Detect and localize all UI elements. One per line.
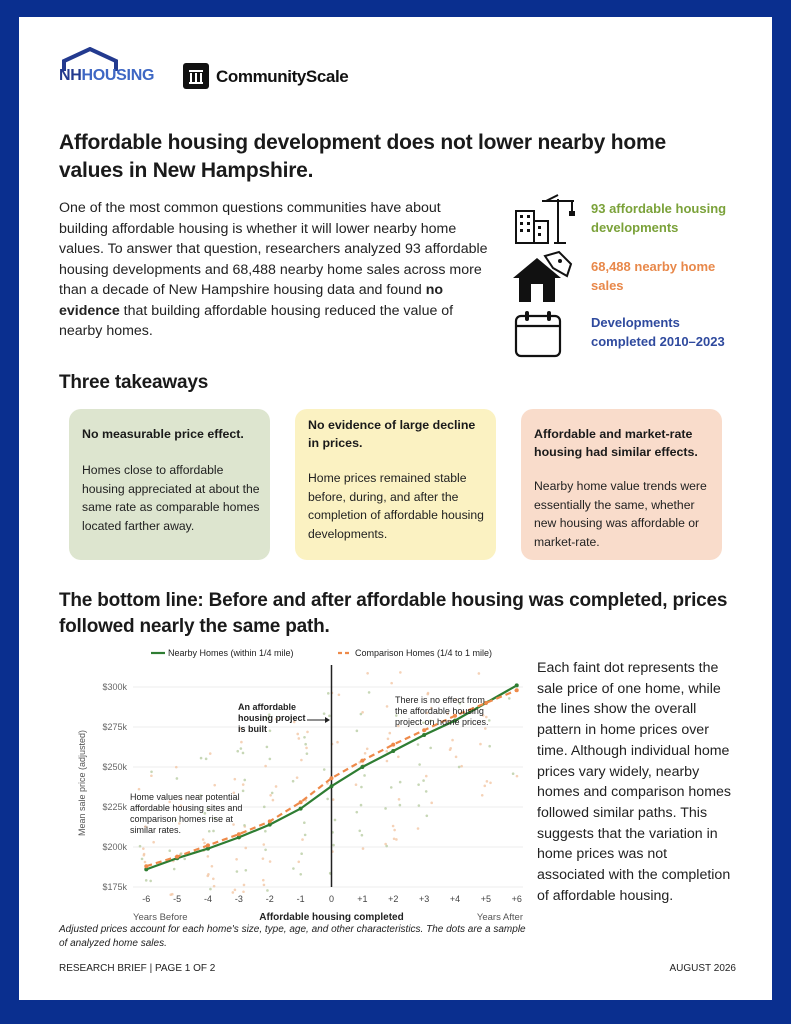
sample-dot [323,712,326,715]
legend-label: Comparison Homes (1/4 to 1 mile) [355,648,493,658]
sample-dot [212,830,215,833]
sample-dot [264,830,267,833]
sample-dot [272,799,275,802]
sample-dot [418,763,421,766]
x-tick-label: +3 [418,894,430,904]
sample-dot [300,852,303,855]
sample-dot [305,747,308,750]
intro-text-before: One of the most common questions communities have about building affordable housing is whether it will lower nearby home values. To answer that question, researchers analyzed 93 affordable housing developments and 68,488 nearby home sales across more than a decade of New Hampshire housing data and found [59,200,488,298]
sample-dot [338,693,341,696]
chart-legend [151,648,492,658]
takeaway-card-body: Homes close to affordable housing appreciated at about the same rate as comparable homes located farther away. [82,463,260,533]
annotation-arrow-head [325,717,330,723]
sample-dot [304,743,307,746]
calendar-icon [512,308,564,360]
takeaway-card-1 [69,409,270,560]
sample-dot [200,757,203,760]
intro-bold-phrase: no evidence [59,282,444,319]
x-end-label-left: Years Before [133,912,188,923]
sample-dot [263,806,266,809]
sample-dot [298,737,301,740]
sample-dot [430,802,433,805]
series-point [391,743,395,747]
sample-dot [486,780,489,783]
sample-dot [266,889,269,892]
sample-dot [175,766,178,769]
page-headline: Affordable housing development does not lower nearby home values in New Hampshire. [59,131,667,182]
sample-dot [332,798,335,801]
x-tick-label: -1 [296,894,305,904]
sample-dot [299,873,302,876]
sample-dot [368,691,371,694]
sample-dot [488,745,491,748]
sample-dot [399,781,402,784]
sample-dot [425,790,428,793]
series-point [422,733,426,737]
sample-dot [236,870,239,873]
sample-dot [168,849,171,852]
sample-dot [516,775,519,778]
stat-developments: 93 affordable housing developments [591,201,727,235]
sample-dot [152,841,155,844]
x-tick-label: -2 [265,894,274,904]
series-point [515,683,519,687]
communityscale-name: CommunityScale [216,67,349,86]
sample-dot [169,893,172,896]
sample-dot [386,705,389,708]
logo-housing-text: HOUSING [81,67,155,84]
sample-dot [232,891,235,894]
chart-footnote: Adjusted prices account for each home's size, type, age, and other characteristics. The dots are a sample of analyzed home sales. [59,924,526,949]
sample-dot [296,776,299,779]
y-tick-label: $225k [102,802,127,812]
sample-dot [236,750,239,753]
sample-dot [213,885,216,888]
y-tick-label: $275k [102,722,127,732]
sample-dot [512,772,515,775]
sample-dot [205,758,208,761]
takeaway-card-body: Nearby home value trends were essentially the same, whether new housing was affordable or market-rate. [534,479,707,549]
series-point [144,864,148,868]
sample-dot [366,672,369,675]
sample-dot [427,692,430,695]
series-point [237,832,241,836]
sample-dot [362,847,365,850]
sample-dot [360,786,363,789]
x-tick-label: +2 [388,894,399,904]
sample-dot [361,834,364,837]
sample-dot [269,860,272,863]
x-tick-label: +5 [480,894,491,904]
takeaway-card-title: No evidence of large decline in prices. [308,418,476,450]
annotation-before: Home values near potential affordable housing sites and comparison homes rise at similar rates. [130,792,243,835]
chart-svg [55,645,525,925]
sample-dot [393,829,396,832]
sample-dot [392,825,395,828]
sample-dot [301,838,304,841]
sample-dot [176,777,179,780]
sample-dot [206,875,209,878]
sample-dot [388,732,391,735]
sample-dot [386,760,389,763]
x-axis-label: Affordable housing completed [259,912,404,923]
sample-dot [173,868,176,871]
sample-dot [207,855,210,858]
sample-dot [355,811,358,814]
sample-dot [399,671,402,674]
sample-dot [422,779,425,782]
sample-dot [243,779,246,782]
x-tick-label: -3 [234,894,243,904]
sample-dot [139,845,142,848]
takeaway-card-body: Home prices remained stable before, during, and after the completion of affordable housing developments. [308,471,484,541]
logo-nh-text: NH [59,67,82,84]
sample-dot [397,755,400,758]
price-trend-chart [55,645,525,925]
sample-dot [242,783,245,786]
takeaway-card-2 [295,409,496,560]
sample-dot [361,711,364,714]
sample-dot [429,747,432,750]
sample-dot [141,858,144,861]
takeaway-card-title: No measurable price effect. [82,427,244,441]
x-tick-label: -5 [173,894,182,904]
sample-dot [213,784,216,787]
sample-dot [234,889,237,892]
sample-dot [243,884,246,887]
y-tick-label: $250k [102,762,127,772]
sample-dot [292,780,295,783]
sample-dot [425,775,428,778]
sample-dot [336,741,339,744]
sample-dot [481,794,484,797]
sample-dot [508,697,511,700]
sample-dot [303,736,306,739]
sample-dot [323,768,326,771]
sample-dot [242,890,245,893]
sample-dot [385,845,388,848]
sample-dot [332,844,335,847]
sample-dot [358,829,361,832]
sample-dot [304,834,307,837]
sample-dot [355,783,358,786]
sample-dot [275,785,278,788]
x-tick-label: 0 [328,894,335,904]
sample-dot [235,858,238,861]
x-tick-label: +1 [357,894,368,904]
sample-dot [244,847,247,850]
sample-dot [327,692,330,695]
sample-dot [306,731,309,734]
x-end-label-right: Years After [476,912,523,923]
series-point [206,843,210,847]
series-point [360,765,364,769]
sample-dot [451,739,454,742]
sample-dot [297,860,300,863]
sample-dot [460,765,463,768]
nh-housing-logo [59,47,169,97]
sample-dot [483,785,486,788]
sample-dot [240,747,243,750]
sample-dot [458,766,461,769]
sample-dot [390,682,393,685]
y-axis-label: Mean sale price (adjusted) [77,729,87,837]
series-point [330,784,334,788]
y-tick-label: $200k [102,842,127,852]
sample-dot [398,798,401,801]
sample-dot [211,865,214,868]
footer-page-label: RESEARCH BRIEF | PAGE 1 OF 2 [59,963,216,974]
series-point [330,776,334,780]
sample-dot [245,869,248,872]
sample-dot [455,756,458,759]
stat-home-sales: 68,488 nearby home sales [591,259,716,293]
stat-years: Developments completed 2010–2023 [591,315,725,349]
sample-dot [243,824,246,827]
sample-dot [144,861,147,864]
sample-dot [387,738,390,741]
sample-dot [449,747,452,750]
sample-dot [292,867,295,870]
takeaway-card-3 [521,409,722,560]
sample-dot [202,838,205,841]
brief-page [19,17,772,1000]
sample-dot [326,798,329,801]
sample-dot [303,821,306,824]
sample-dot [484,727,487,730]
series-point [391,749,395,753]
sample-dot [360,804,363,807]
sample-dot [478,672,481,675]
sample-dot [240,741,243,744]
sample-dot [264,849,267,852]
sample-dot [479,743,482,746]
house-price-tag-icon [509,250,575,306]
sample-dot [385,750,388,753]
sample-dot [242,790,245,793]
sample-dot [138,788,141,791]
x-tick-label: -4 [204,894,213,904]
sample-dot [390,786,393,789]
takeaway-card-title: Affordable and market-rate housing had similar effects. [534,427,698,459]
sample-dot [143,854,146,857]
series-point [515,688,519,692]
sample-dot [149,880,152,883]
legend-label: Nearby Homes (within 1/4 mile) [168,648,294,658]
sample-dot [209,752,212,755]
annotation-built: An affordable housing project is built [238,702,306,734]
sample-dot [262,879,265,882]
sample-dot [328,715,331,718]
series-point [299,800,303,804]
sample-dot [364,752,367,755]
sample-dot [271,792,274,795]
intro-text-after: that building affordable housing reduced the value of nearby homes. [59,302,454,339]
sample-dot [399,804,402,807]
sample-dot [393,837,396,840]
sample-dot [150,774,153,777]
sample-dot [384,807,387,810]
takeaways-heading: Three takeaways [59,372,209,393]
sample-dot [212,877,215,880]
sample-dot [263,884,266,887]
sample-dot [264,765,267,768]
series-point [268,819,272,823]
sample-dot [142,847,145,850]
series-point [360,759,364,763]
sample-dot [262,857,265,860]
sample-dot [426,814,429,817]
sample-dot [183,858,186,861]
series-point [422,728,426,732]
sample-dot [366,748,369,751]
sample-dot [203,842,206,845]
sample-dot [266,746,269,749]
bank-columns-icon [183,63,209,89]
sample-dot [262,843,265,846]
sample-dot [300,759,303,762]
intro-paragraph [59,198,491,342]
sample-dot [150,771,153,774]
y-tick-label: $175k [102,882,127,892]
footer-date: AUGUST 2026 [669,963,736,974]
sample-dot [269,794,272,797]
x-tick-label: +4 [449,894,461,904]
bottom-line-heading: The bottom line: Before and after affordable housing was completed, prices followed nearly the same path. [59,590,728,637]
construction-crane-building-icon [512,193,578,245]
x-tick-label: -6 [142,894,151,904]
series-point [175,855,179,859]
x-tick-label: +6 [511,894,522,904]
series-point [299,807,303,811]
sample-dot [417,783,420,786]
annotation-after: There is no effect from the affordable housing project on home prices. [395,695,489,727]
y-tick-label: $300k [102,682,127,692]
sample-dot [489,781,492,784]
sample-dot [363,774,366,777]
sample-dot [356,730,359,733]
sample-dot [208,830,211,833]
sample-dot [145,879,148,882]
sample-dot [209,888,212,891]
sample-dot [417,743,420,746]
sample-dot [334,819,337,822]
sample-dot [306,752,309,755]
sample-dot [418,804,421,807]
chart-explanation: Each faint dot represents the sale price of one home, while the lines show the overall pattern in home prices over time. Although individual home prices vary widely, nearby homes and comparison homes followed similar paths. This suggests that the variation in home prices was not associated with the completion of affordable housing. [537,660,731,904]
sample-dot [242,752,245,755]
sample-dot [269,729,272,732]
sample-dot [395,838,398,841]
sample-dot [417,827,420,830]
sample-dot [234,778,237,781]
sample-dot [296,733,299,736]
sample-dot [269,758,272,761]
